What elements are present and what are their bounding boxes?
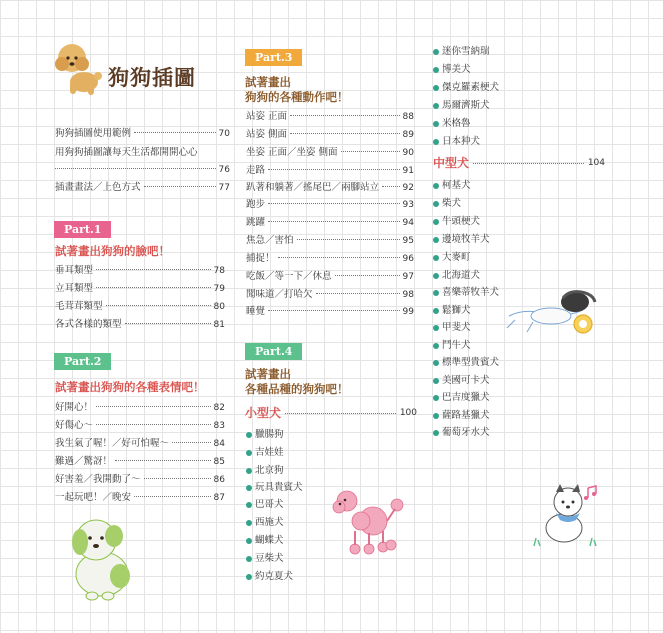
toc-row[interactable]: 焦急／害怕 95	[246, 235, 414, 246]
breed-item[interactable]: 柯基犬	[433, 180, 471, 192]
bullet-icon	[246, 502, 252, 508]
breed-item[interactable]: 薩路基獵犬	[433, 410, 490, 422]
part4-tag: Part.4	[245, 343, 302, 360]
sitting-dog-illustration	[62, 512, 142, 602]
part3-heading-line1: 試著畫出	[245, 75, 291, 89]
bullet-icon	[433, 413, 439, 419]
toc-row[interactable]: 好害羞／我開動了～ 86	[55, 474, 225, 485]
bullet-icon	[433, 325, 439, 331]
breed-item[interactable]: 傑克羅素梗犬	[433, 82, 499, 94]
bullet-icon	[246, 556, 252, 562]
part2-heading: 試著畫出狗狗的各種表情吧！	[55, 380, 205, 394]
bullet-icon	[433, 343, 439, 349]
bullet-icon	[433, 273, 439, 279]
part1-heading: 試著畫出狗狗的臉吧！	[55, 244, 170, 258]
bullet-icon	[246, 468, 252, 474]
toc-row[interactable]: 好傷心～ 83	[55, 420, 225, 431]
breed-item[interactable]: 鬥牛犬	[433, 340, 471, 352]
toc-row[interactable]: 難過／驚訝！ 85	[55, 456, 225, 467]
bullet-icon	[433, 139, 439, 145]
breed-item[interactable]: 大麥町	[433, 252, 471, 264]
toc-row[interactable]: 跑步 93	[246, 199, 414, 210]
breed-item[interactable]: 迷你雪納瑞	[433, 46, 490, 58]
toc-row[interactable]: 站姿 側面 89	[246, 129, 414, 140]
toc-row[interactable]: 立耳類型 79	[55, 283, 225, 294]
toc-row[interactable]: 坐姿 正面／坐姿 側面 90	[246, 147, 414, 158]
breed-item[interactable]: 鬆獅犬	[433, 305, 471, 317]
toc-row[interactable]: 睡覺 99	[246, 306, 414, 317]
bullet-icon	[246, 574, 252, 580]
toc-row[interactable]: 聞味道／打哈欠 98	[246, 289, 414, 300]
bullet-icon	[433, 219, 439, 225]
breed-item[interactable]: 標準型貴賓犬	[433, 357, 499, 369]
bullet-icon	[433, 201, 439, 207]
toc-row[interactable]: 狗狗插圖使用範例 70	[55, 128, 230, 139]
breed-item[interactable]: 吉娃娃	[246, 447, 284, 459]
bullet-icon	[433, 308, 439, 314]
breed-item[interactable]: 豆柴犬	[246, 553, 284, 565]
singing-dog-illustration	[526, 480, 606, 550]
bullet-icon	[433, 67, 439, 73]
medium-dog-subcategory[interactable]: 中型犬 104	[433, 156, 605, 170]
breed-item[interactable]: 約克夏犬	[246, 571, 293, 583]
breed-item[interactable]: 米格魯	[433, 118, 471, 130]
bullet-icon	[433, 430, 439, 436]
bullet-icon	[433, 85, 439, 91]
breed-item[interactable]: 玩具貴賓犬	[246, 482, 303, 494]
bullet-icon	[433, 237, 439, 243]
toc-row[interactable]: 捕捉！ 96	[246, 253, 414, 264]
toc-row[interactable]: 各式各樣的類型 81	[55, 319, 225, 330]
toc-row[interactable]: 插畫畫法／上色方式 77	[55, 182, 230, 193]
small-dog-subcategory[interactable]: 小型犬 100	[245, 406, 417, 420]
toc-row[interactable]: 好開心！ 82	[55, 402, 225, 413]
bullet-icon	[246, 520, 252, 526]
toc-row[interactable]: 我生氣了喔！／好可怕喔～ 84	[55, 438, 225, 449]
breed-item[interactable]: 柴犬	[433, 198, 461, 210]
poodle-header-illustration	[44, 38, 106, 100]
breed-item[interactable]: 西施犬	[246, 517, 284, 529]
bullet-icon	[433, 103, 439, 109]
part3-tag: Part.3	[245, 49, 302, 66]
toc-row[interactable]: 站姿 正面 88	[246, 111, 414, 122]
toc-row[interactable]: 吃飯／等一下／休息 97	[246, 271, 414, 282]
breed-item[interactable]: 甲斐犬	[433, 322, 471, 334]
bullet-icon	[433, 378, 439, 384]
breed-item[interactable]: 巴哥犬	[246, 499, 284, 511]
breed-item[interactable]: 邊境牧羊犬	[433, 234, 490, 246]
toc-row[interactable]: 垂耳類型 78	[55, 265, 225, 276]
bullet-icon	[433, 290, 439, 296]
toc-row[interactable]: 一起玩吧！／晚安 87	[55, 492, 225, 503]
bullet-icon	[433, 360, 439, 366]
toc-row[interactable]: 趴著和躺著／搖尾巴／兩腳站立 92	[246, 182, 414, 193]
part4-heading-line2: 各種品種的狗狗吧！	[245, 382, 349, 396]
part2-tag: Part.2	[54, 353, 111, 370]
breed-item[interactable]: 北京狗	[246, 465, 284, 477]
bullet-icon	[246, 538, 252, 544]
toc-row[interactable]: 走路 91	[246, 165, 414, 176]
bullet-icon	[433, 395, 439, 401]
toc-row[interactable]: 76	[55, 164, 230, 176]
jumping-dog-frisbee-illustration	[505, 288, 605, 340]
bullet-icon	[433, 255, 439, 261]
breed-item[interactable]: 馬爾濟斯犬	[433, 100, 490, 112]
breed-item[interactable]: 博美犬	[433, 64, 471, 76]
breed-item[interactable]: 北海道犬	[433, 270, 480, 282]
breed-item[interactable]: 巴吉度獵犬	[433, 392, 490, 404]
breed-item[interactable]: 臘腸狗	[246, 429, 284, 441]
bullet-icon	[246, 432, 252, 438]
breed-item[interactable]: 牛頭梗犬	[433, 216, 480, 228]
toc-row[interactable]: 跳躍 94	[246, 217, 414, 228]
part3-heading-line2: 狗狗的各種動作吧！	[245, 90, 349, 104]
page-title: 狗狗插圖	[108, 66, 196, 90]
bullet-icon	[246, 485, 252, 491]
bullet-icon	[433, 49, 439, 55]
breed-item[interactable]: 日本狆犬	[433, 136, 480, 148]
breed-item[interactable]: 美國可卡犬	[433, 375, 490, 387]
toc-row[interactable]: 毛茸茸類型 80	[55, 301, 225, 312]
breed-item[interactable]: 葡萄牙水犬	[433, 427, 490, 439]
toc-row[interactable]: 用狗狗插圖讓每天生活都開開心心	[55, 147, 198, 158]
part1-tag: Part.1	[54, 221, 111, 238]
pink-poodle-illustration	[325, 487, 415, 557]
bullet-icon	[433, 183, 439, 189]
breed-item[interactable]: 喜樂蒂牧羊犬	[433, 287, 499, 299]
part4-heading-line1: 試著畫出	[245, 367, 291, 381]
bullet-icon	[246, 450, 252, 456]
breed-item[interactable]: 蝴蝶犬	[246, 535, 284, 547]
bullet-icon	[433, 121, 439, 127]
